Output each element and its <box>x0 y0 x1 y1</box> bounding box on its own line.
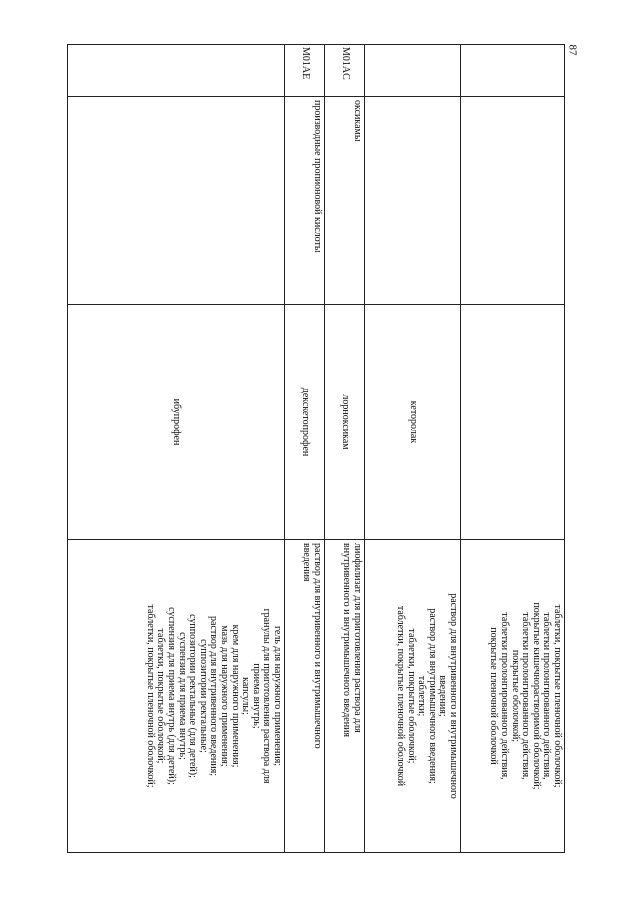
dosage-forms-cell <box>285 540 325 853</box>
rotated-page <box>68 44 565 852</box>
form-line: лиофилизат для приготовления раствора для <box>352 543 363 733</box>
table-row <box>365 45 461 853</box>
form-line: введения <box>301 543 313 582</box>
inn-cell: кеторолак <box>365 305 461 540</box>
form-line: таблетки пролонгированного действия, <box>541 612 553 780</box>
form-line: таблетки, покрытые пленочной оболочкой; <box>144 604 156 788</box>
form-line: гранулы для приготовления раствора для <box>261 608 273 784</box>
atc-code-cell <box>68 45 285 97</box>
group-cell <box>68 97 285 305</box>
inn-cell <box>461 305 565 540</box>
group-cell <box>461 97 565 305</box>
form-line: таблетки, покрытые оболочкой; <box>155 628 167 764</box>
atc-code-cell: M01AC <box>325 45 365 97</box>
form-line: мазь для наружного применения; <box>219 625 231 767</box>
atc-code-cell: M01AE <box>285 45 325 97</box>
group-cell: оксикамы <box>325 97 365 305</box>
form-line: покрытые кишечнорастворимой оболочкой; <box>530 602 542 790</box>
form-line: таблетки; <box>416 675 428 717</box>
form-line: приема внутрь; <box>250 663 262 729</box>
table-row <box>461 45 565 853</box>
form-line: раствор для внутривенного введения; <box>208 616 220 776</box>
form-line: раствор для внутривенного и внутримышечного <box>448 593 459 799</box>
table-row <box>285 45 325 853</box>
form-line: покрытые пленочной оболочкой <box>488 627 500 765</box>
form-line: суспензия для приема внутрь (для детей); <box>166 607 178 785</box>
form-line: таблетки, покрытые пленочной оболочкой; <box>552 604 563 788</box>
form-line: внутривенного и внутримышечного введения <box>341 543 353 738</box>
form-line: таблетки, покрытые пленочной оболочкой <box>395 605 407 787</box>
form-line: раствор для внутривенного и внутримышечного <box>312 543 323 749</box>
form-line: суспензия для приема внутрь; <box>176 632 188 760</box>
group-cell: производные пропионовой кислоты <box>285 97 325 305</box>
form-line: введения; <box>437 675 449 717</box>
dosage-forms-cell <box>461 540 565 853</box>
inn-cell: ибупрофен <box>68 305 285 540</box>
page-number: 87 <box>566 44 579 56</box>
dosage-forms-cell <box>68 540 285 853</box>
atc-code-cell <box>365 45 461 97</box>
form-line: раствор для внутримышечного введения; <box>426 608 438 784</box>
table-row <box>325 45 365 853</box>
form-line: таблетки пролонгированного действия, <box>499 612 511 780</box>
inn-cell: декскетопрофен <box>285 305 325 540</box>
group-cell <box>365 97 461 305</box>
form-line: покрытые оболочкой; <box>509 649 521 743</box>
atc-code-cell <box>461 45 565 97</box>
inn-cell: лорноксикам <box>325 305 365 540</box>
table-row <box>68 45 285 853</box>
form-line: таблетки, покрытые оболочкой; <box>405 628 417 764</box>
form-line: капсулы; <box>240 677 252 715</box>
drug-table <box>67 44 565 853</box>
form-line: гель для наружного применения; <box>272 625 283 767</box>
form-line: таблетки пролонгированного действия, <box>520 612 532 780</box>
dosage-forms-cell <box>365 540 461 853</box>
form-line: суппозитории ректальные; <box>197 639 209 753</box>
form-line: крем для наружного применения; <box>229 624 241 768</box>
form-line: суппозитории ректальные (для детей); <box>187 614 199 778</box>
dosage-forms-cell <box>325 540 365 853</box>
